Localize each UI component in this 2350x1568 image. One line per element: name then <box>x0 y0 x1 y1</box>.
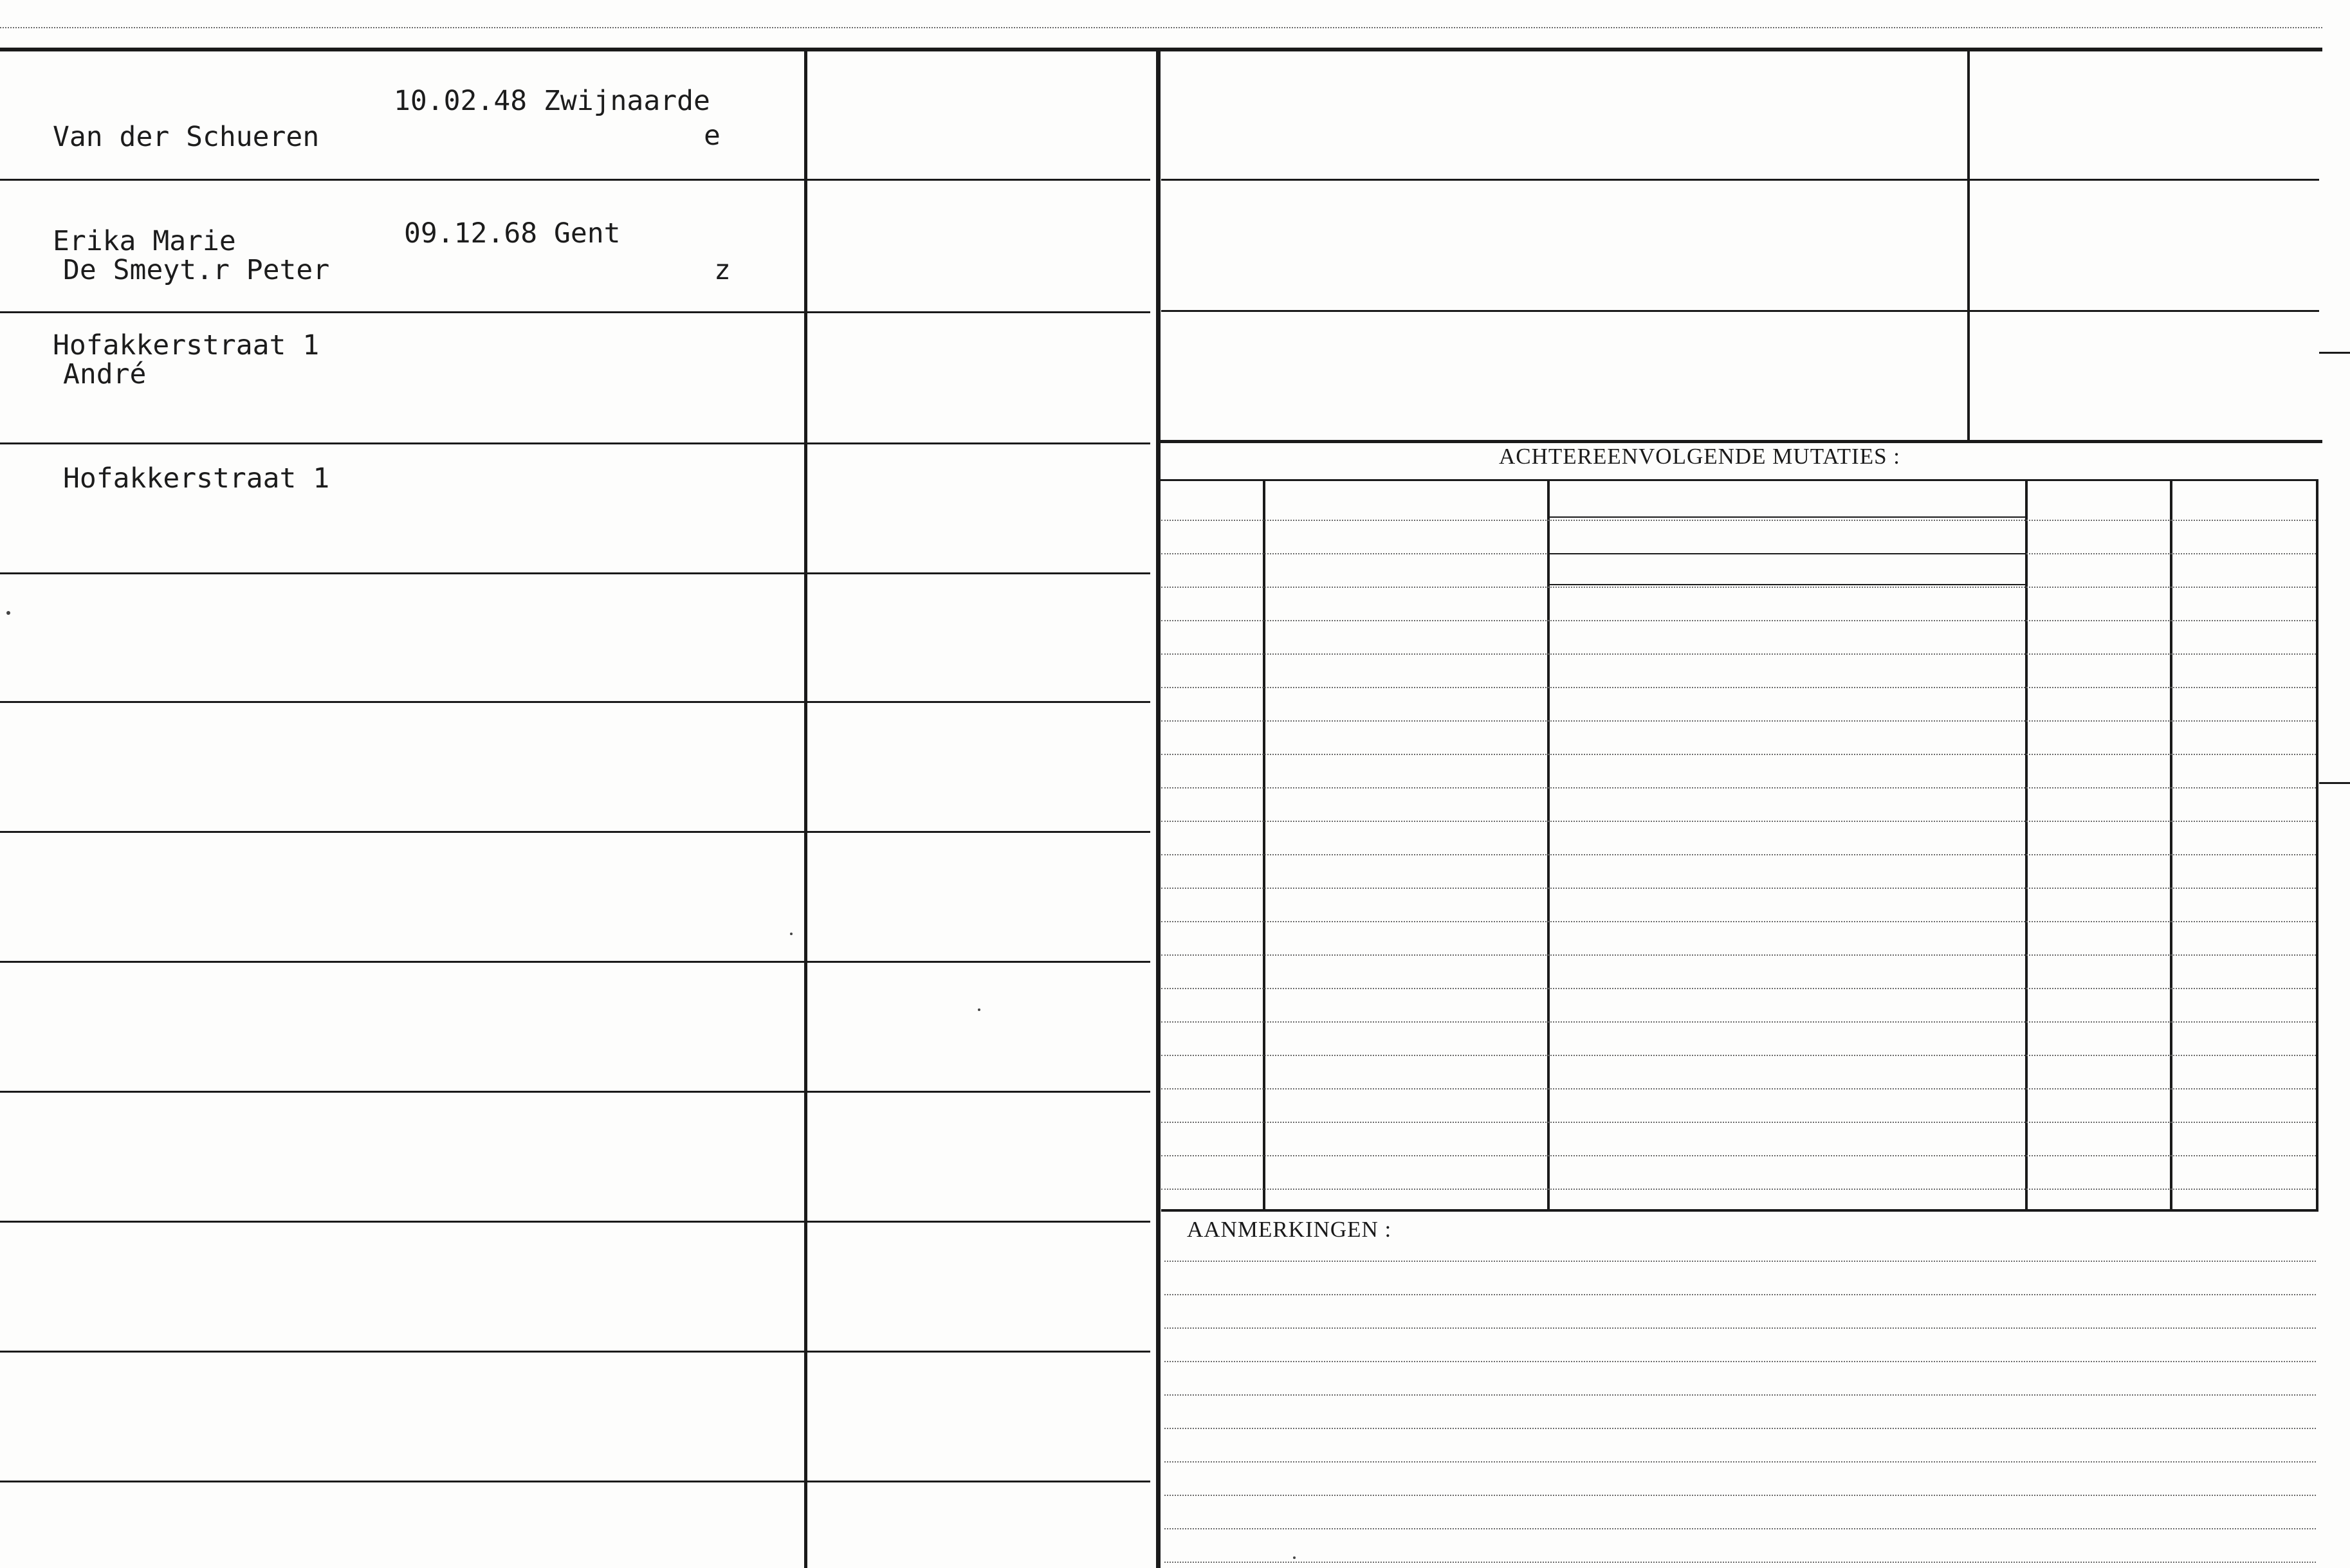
column-divider-3 <box>1967 51 1970 442</box>
register-row-line-5 <box>0 701 1150 703</box>
column-divider-1 <box>804 51 807 1568</box>
register-row-line-6 <box>0 831 1150 833</box>
mutations-row-3 <box>1161 587 2316 588</box>
remarks-line-3 <box>1164 1327 2316 1329</box>
mutations-row-16 <box>1161 1021 2316 1023</box>
side-tick-1 <box>2319 352 2350 354</box>
remarks-line-5 <box>1164 1394 2316 1396</box>
mutations-row-18 <box>1161 1088 2316 1089</box>
side-tick-2 <box>2319 782 2350 784</box>
register-row-line-4 <box>0 572 1150 574</box>
remarks-line-6 <box>1164 1428 2316 1429</box>
entry-2-address: Hofakkerstraat 1 <box>63 462 330 495</box>
entry-2-birth: 09.12.68 Gent <box>404 217 621 250</box>
mutations-col-1 <box>1263 481 1265 1209</box>
right-row-line-1 <box>1161 179 2319 181</box>
entry-1-surname: Van der Schueren <box>53 121 320 153</box>
mutations-row-6 <box>1161 687 2316 688</box>
register-row-line-8 <box>0 1091 1150 1093</box>
top-rule <box>0 48 2322 51</box>
mutations-row-12 <box>1161 888 2316 889</box>
entry-1-address: Hofakkerstraat 1 <box>53 329 320 361</box>
mutations-row-19 <box>1161 1122 2316 1123</box>
mutations-row-15 <box>1161 988 2316 989</box>
mutations-row-17 <box>1161 1055 2316 1056</box>
remarks-line-9 <box>1164 1528 2316 1529</box>
mutations-row-8 <box>1161 754 2316 755</box>
mutations-col-3 <box>2025 481 2028 1209</box>
mutations-row-21 <box>1161 1189 2316 1190</box>
register-row-line-7 <box>0 961 1150 963</box>
mutations-solid-row-1 <box>1547 516 2026 518</box>
mutations-col-4 <box>2170 481 2172 1209</box>
right-row-line-2 <box>1161 310 2319 312</box>
mutations-row-5 <box>1161 653 2316 655</box>
remarks-line-8 <box>1164 1495 2316 1496</box>
entry-1-given-names: Erika Marie <box>53 225 236 257</box>
mutations-row-14 <box>1161 954 2316 956</box>
mutations-col-2 <box>1547 481 1550 1209</box>
mutations-row-13 <box>1161 921 2316 922</box>
mutations-solid-row-2 <box>1547 553 2026 554</box>
mutations-bottom-rule <box>1161 1209 2318 1212</box>
entry-2-name-block <box>63 183 329 565</box>
mutations-solid-row-3 <box>1547 584 2026 585</box>
column-divider-2 <box>1156 51 1161 1568</box>
mutations-row-7 <box>1161 720 2316 722</box>
remarks-heading: AANMERKINGEN : <box>1187 1217 1392 1242</box>
entry-2-given-names: André <box>63 358 147 390</box>
mutations-row-11 <box>1161 854 2316 855</box>
scan-speck <box>1293 1556 1296 1559</box>
entry-1-birth: 10.02.48 Zwijnaarde <box>394 85 710 117</box>
register-row-line-10 <box>0 1351 1150 1353</box>
remarks-line-10 <box>1164 1562 2316 1563</box>
register-row-line-9 <box>0 1221 1150 1223</box>
mutations-row-20 <box>1161 1155 2316 1156</box>
register-row-line-11 <box>0 1481 1150 1482</box>
mutations-row-1 <box>1161 520 2316 521</box>
mutations-header-rule <box>1156 479 2318 481</box>
remarks-line-1 <box>1164 1261 2316 1262</box>
mutations-heading: ACHTEREENVOLGENDE MUTATIES : <box>1499 444 1901 469</box>
mutations-row-4 <box>1161 620 2316 621</box>
remarks-line-7 <box>1164 1461 2316 1463</box>
mutations-right-edge <box>2316 481 2318 1209</box>
entry-2-mark: z <box>714 254 731 286</box>
scan-speck <box>6 611 10 615</box>
mutations-row-10 <box>1161 821 2316 822</box>
mutations-row-9 <box>1161 787 2316 789</box>
mutations-top-rule <box>1156 440 2322 443</box>
top-dotted-edge <box>0 27 2322 28</box>
scan-speck <box>790 933 793 935</box>
scan-speck <box>978 1008 980 1011</box>
entry-2-surname: De Smeyt.r Peter <box>63 254 330 286</box>
entry-1-mark: e <box>704 120 721 152</box>
remarks-line-4 <box>1164 1361 2316 1362</box>
remarks-line-2 <box>1164 1294 2316 1295</box>
